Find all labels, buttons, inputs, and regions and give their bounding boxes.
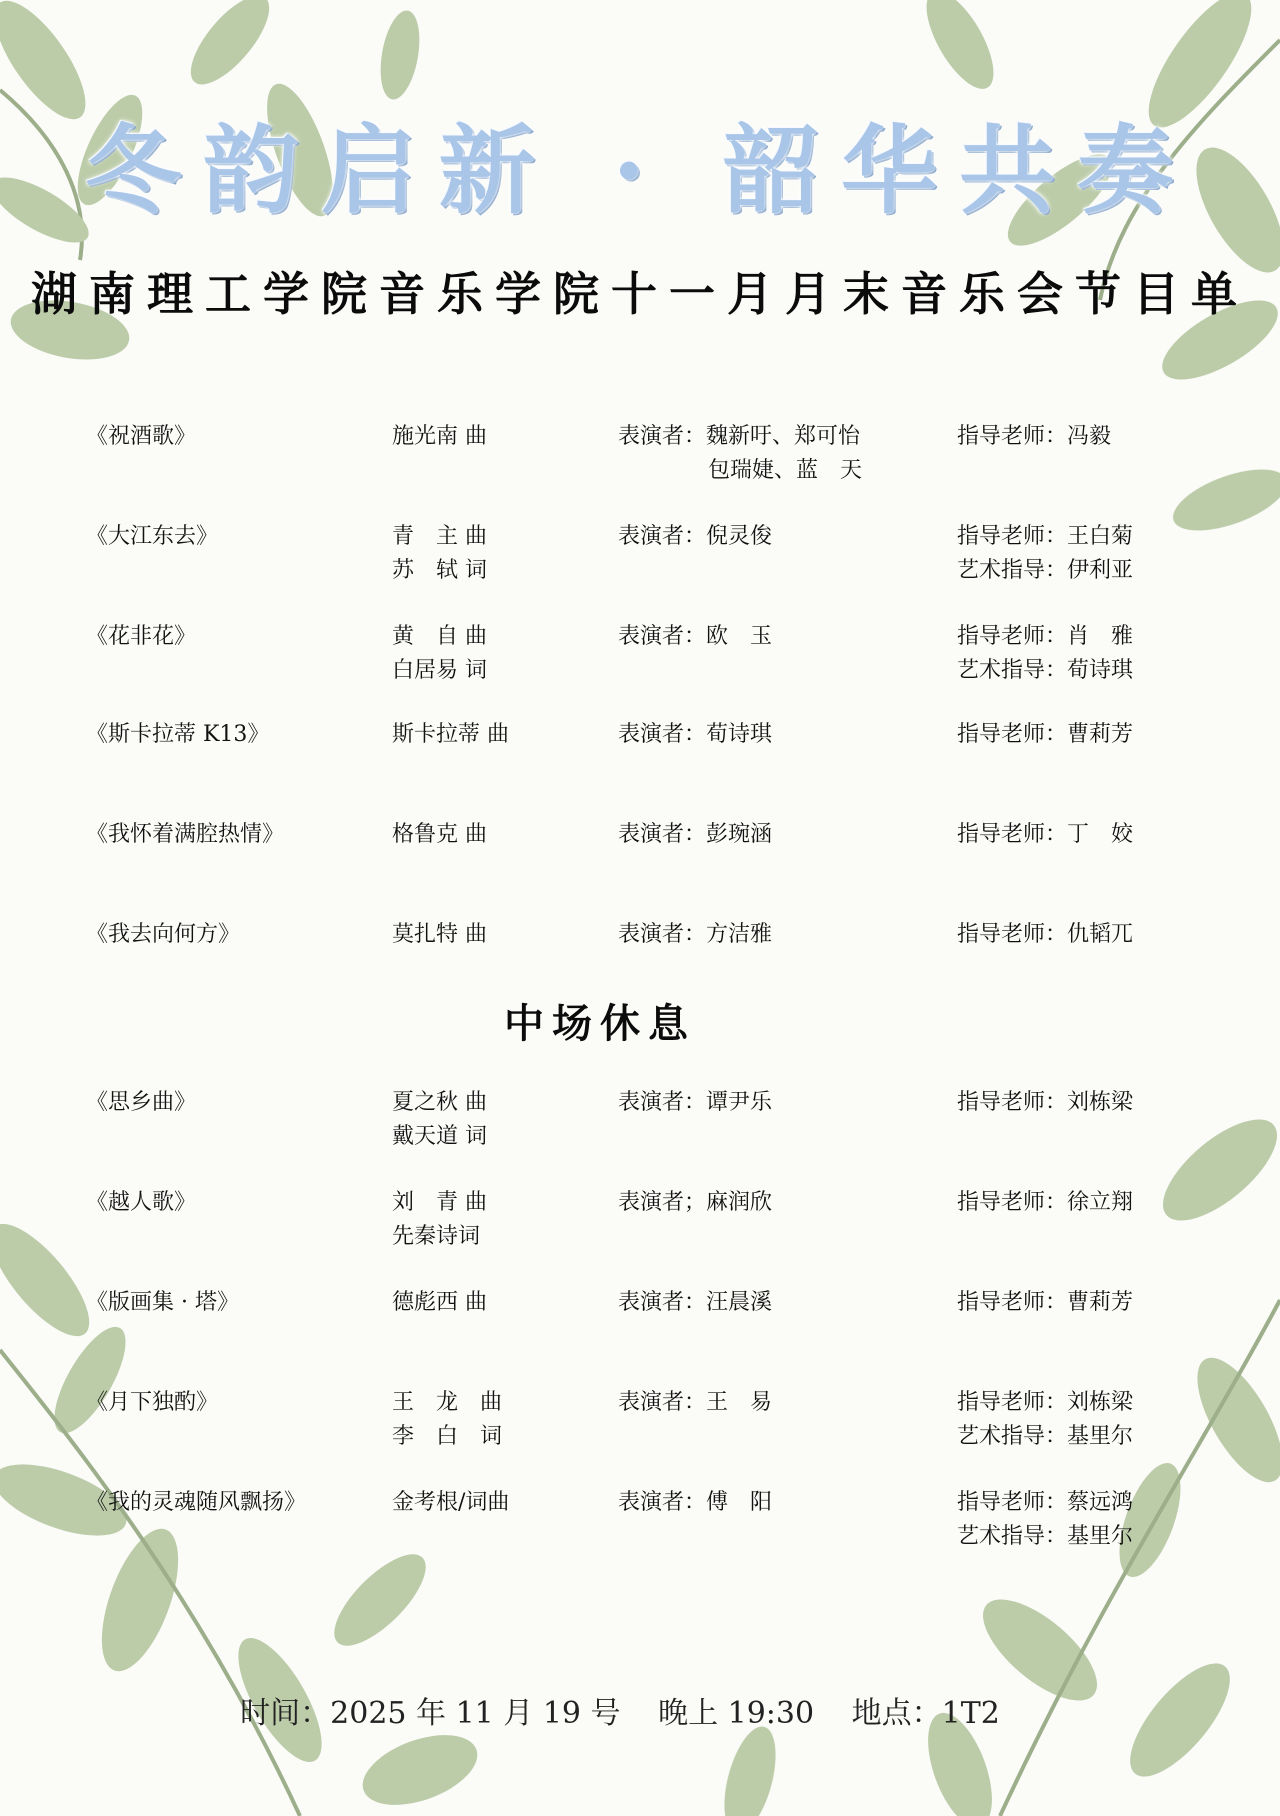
instructor-label: 艺术指导： [957, 1424, 1068, 1449]
performer-line [618, 1186, 772, 1220]
instructors [957, 1186, 1133, 1220]
event-info [0, 1688, 1240, 1732]
instructor-line [957, 1286, 1133, 1320]
performers [618, 818, 772, 852]
composer-line: 白居易 词 [392, 658, 487, 683]
instructor-label: 指导老师： [957, 722, 1068, 747]
performer-name: 傅 阳 [706, 1490, 773, 1515]
performer-name: 荀诗琪 [706, 722, 773, 747]
performer-label: 表演者： [618, 1390, 707, 1415]
instructor-line [957, 554, 1133, 588]
instructor-line [957, 918, 1133, 952]
composer-credits [392, 520, 487, 588]
performer-label: 表演者； [618, 1190, 707, 1215]
performer-name: 欧 玉 [706, 624, 773, 649]
intermission-heading: 中场休息 [504, 1000, 696, 1047]
instructor-label: 指导老师： [957, 624, 1068, 649]
composer-credits [392, 818, 487, 852]
instructors [957, 520, 1133, 588]
performer-name: 倪灵俊 [706, 524, 773, 549]
composer-line: 斯卡拉蒂 曲 [392, 722, 509, 747]
event-time: 时间：2025 年 11 月 19 号 [240, 1696, 621, 1731]
composer-credits [392, 620, 487, 688]
performers [618, 520, 772, 554]
performer-label: 表演者： [618, 1090, 707, 1115]
performers [618, 420, 862, 488]
composer-line: 王 龙 曲 [392, 1390, 503, 1415]
instructor-line [957, 1386, 1133, 1420]
performer-line [618, 520, 772, 554]
instructor-label: 艺术指导： [957, 658, 1068, 683]
composer-line: 先秦诗词 [392, 1224, 481, 1249]
composer-credits [392, 1186, 487, 1254]
piece-title: 《月下独酌》 [86, 1390, 219, 1415]
composer-line: 苏 轼 词 [392, 558, 487, 583]
instructor-line [957, 1186, 1133, 1220]
performer-name: 包瑞婕、蓝 天 [708, 458, 863, 483]
instructor-line [957, 420, 1111, 454]
performer-line [618, 1286, 772, 1320]
instructor-name: 曹莉芳 [1067, 1290, 1134, 1315]
instructor-line [957, 718, 1133, 752]
event-evening-time: 晚上 19:30 [658, 1696, 815, 1731]
instructor-name: 肖 雅 [1067, 624, 1134, 649]
performer-name: 谭尹乐 [706, 1090, 773, 1115]
instructor-line [957, 520, 1133, 554]
instructor-label: 指导老师： [957, 424, 1068, 449]
instructor-label: 指导老师： [957, 1090, 1068, 1115]
composer-line: 德彪西 曲 [392, 1290, 487, 1315]
performers [618, 1086, 772, 1120]
performers [618, 1286, 772, 1320]
composer-line: 金考根/词曲 [392, 1490, 510, 1515]
instructor-name: 曹莉芳 [1067, 722, 1134, 747]
instructor-name: 基里尔 [1067, 1424, 1134, 1449]
performer-line [618, 1086, 772, 1120]
performer-label: 表演者： [618, 1490, 707, 1515]
composer-credits [392, 1086, 487, 1154]
performers [618, 1186, 772, 1220]
performers [618, 1386, 772, 1420]
instructor-name: 徐立翔 [1067, 1190, 1134, 1215]
performer-label: 表演者： [618, 922, 707, 947]
instructor-name: 王白菊 [1067, 524, 1134, 549]
performer-line [618, 420, 862, 454]
piece-title: 《祝酒歌》 [86, 424, 197, 449]
composer-credits [392, 1486, 509, 1520]
performer-line [618, 818, 772, 852]
performer-label: 表演者： [618, 624, 707, 649]
instructors [957, 620, 1133, 688]
composer-line: 黄 自 曲 [392, 624, 487, 649]
piece-title: 《花非花》 [86, 624, 197, 649]
composer-line: 莫扎特 曲 [392, 922, 487, 947]
piece-title: 《我去向何方》 [86, 922, 241, 947]
composer-line: 青 主 曲 [392, 524, 487, 549]
instructor-line [957, 1486, 1133, 1520]
instructor-name: 蔡远鸿 [1067, 1490, 1134, 1515]
program-subtitle: 湖南理工学院音乐学院十一月月末音乐会节目单 [31, 267, 1249, 321]
instructor-name: 仇韬兀 [1067, 922, 1134, 947]
instructor-label: 指导老师： [957, 1490, 1068, 1515]
piece-title: 《越人歌》 [86, 1190, 197, 1215]
composer-credits [392, 1386, 502, 1454]
composer-credits [392, 918, 487, 952]
composer-line: 格鲁克 曲 [392, 822, 487, 847]
instructors [957, 1286, 1133, 1320]
composer-line: 刘 青 曲 [392, 1190, 487, 1215]
instructors [957, 1086, 1133, 1120]
instructor-line [957, 620, 1133, 654]
performers [618, 718, 772, 752]
event-place: 地点：1T2 [851, 1696, 1000, 1731]
performer-line [618, 1386, 772, 1420]
instructor-label: 指导老师： [957, 1290, 1068, 1315]
instructor-label: 指导老师： [957, 1390, 1068, 1415]
instructor-name: 丁 姣 [1067, 822, 1134, 847]
performer-label: 表演者： [618, 424, 707, 449]
instructor-label: 指导老师： [957, 922, 1068, 947]
instructors [957, 818, 1133, 852]
composer-credits [392, 718, 509, 752]
piece-title: 《思乡曲》 [86, 1090, 197, 1115]
instructors [957, 1386, 1133, 1454]
instructor-label: 艺术指导： [957, 1524, 1068, 1549]
instructor-name: 刘栋梁 [1067, 1390, 1134, 1415]
composer-credits [392, 420, 487, 454]
instructor-line [957, 818, 1133, 852]
composer-line: 夏之秋 曲 [392, 1090, 487, 1115]
instructor-name: 伊利亚 [1067, 558, 1134, 583]
instructor-label: 指导老师： [957, 524, 1068, 549]
performer-name: 彭琬涵 [706, 822, 773, 847]
performer-name: 魏新吁、郑可怡 [706, 424, 861, 449]
instructors [957, 918, 1133, 952]
instructor-name: 荀诗琪 [1067, 658, 1134, 683]
piece-title: 《大江东去》 [86, 524, 219, 549]
instructor-label: 指导老师： [957, 1190, 1068, 1215]
performer-label: 表演者： [618, 722, 707, 747]
page-title: 冬韵启新 · 韶华共奏 [84, 114, 1196, 227]
instructor-label: 指导老师： [957, 822, 1068, 847]
performer-label: 表演者： [618, 524, 707, 549]
instructor-label: 艺术指导： [957, 558, 1068, 583]
instructor-name: 冯毅 [1067, 424, 1112, 449]
performer-name: 麻润欣 [706, 1190, 773, 1215]
performers [618, 620, 772, 654]
instructor-line [957, 1420, 1133, 1454]
performer-name: 方洁雅 [706, 922, 773, 947]
composer-line: 李 白 词 [392, 1424, 503, 1449]
piece-title: 《版画集 · 塔》 [86, 1290, 239, 1315]
performer-label: 表演者： [618, 822, 707, 847]
instructors [957, 1486, 1133, 1554]
instructors [957, 420, 1111, 454]
instructors [957, 718, 1133, 752]
performer-line [618, 918, 772, 952]
composer-credits [392, 1286, 487, 1320]
piece-title: 《我怀着满腔热情》 [86, 822, 285, 847]
composer-line: 施光南 曲 [392, 424, 487, 449]
instructor-line [957, 1086, 1133, 1120]
performer-line [618, 620, 772, 654]
performer-line [618, 718, 772, 752]
performer-name: 汪晨溪 [706, 1290, 773, 1315]
piece-title: 《我的灵魂随风飘扬》 [86, 1490, 307, 1515]
instructor-line [957, 1520, 1133, 1554]
performer-label: 表演者： [618, 1290, 707, 1315]
performers [618, 1486, 772, 1520]
instructor-name: 刘栋梁 [1067, 1090, 1134, 1115]
performer-line [618, 1486, 772, 1520]
instructor-line [957, 654, 1133, 688]
instructor-name: 基里尔 [1067, 1524, 1134, 1549]
performers [618, 918, 772, 952]
performer-name: 王 易 [706, 1390, 773, 1415]
composer-line: 戴天道 词 [392, 1124, 487, 1149]
piece-title: 《斯卡拉蒂 K13》 [86, 722, 270, 747]
